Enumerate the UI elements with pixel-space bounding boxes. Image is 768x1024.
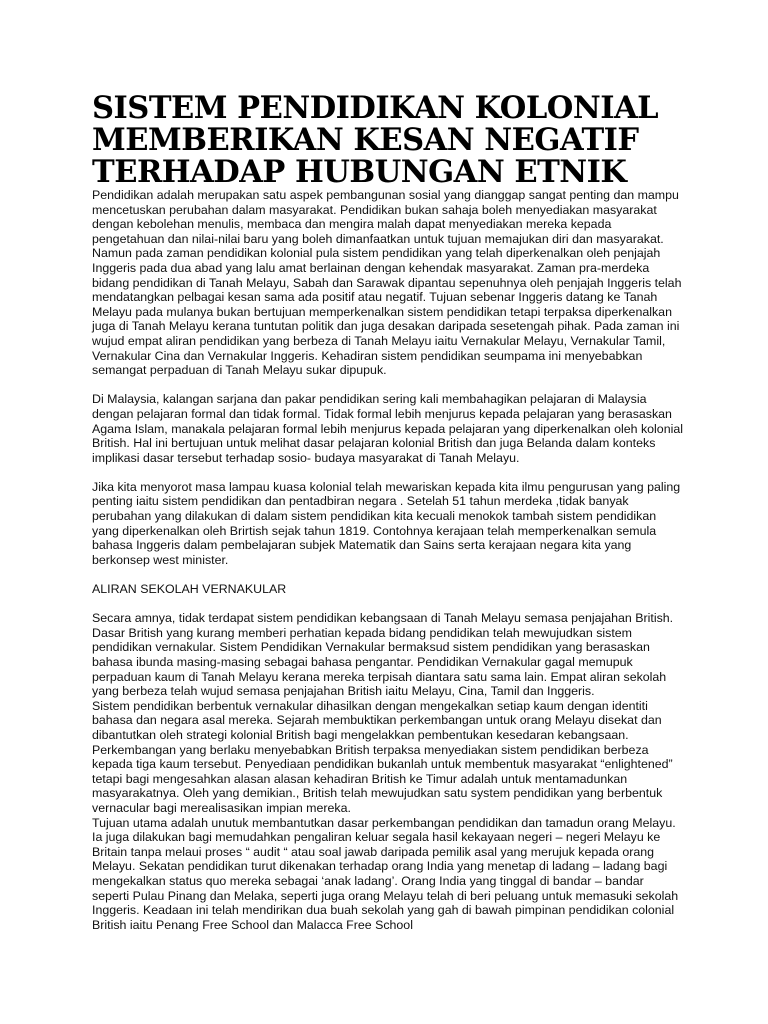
paragraph-spacer (92, 378, 684, 393)
paragraph-spacer (92, 567, 684, 582)
paragraph-vernacular-identity: Sistem pendidikan berbentuk vernakular dihasilkan dengan mengekalkan setiap kaum dengan identiti bahasa dan negara asal mereka. Sejarah membuktikan perkembangan untuk orang Melayu disekat dan dibantutkan oleh strategi kolonial British bagi mengelakkan pembentukan kesedaran kebangsaan. Perkembangan yang berlaku menyebabkan British terpaksa menyediakan sistem pendidikan berbeza kepada tiga kaum tersebut. Penyediaan pendidikan bukanlah untuk membentuk masyarakat “enlightened” tetapi bagi mengesahkan alasan alasan kehadiran British ke Timur adalah untuk mentamadunkan masyarakatnya. Oleh yang demikian., British telah mewujudkan satu system pendidikan yang berbentuk vernacular bagi merealisasikan impian mereka. (92, 698, 673, 815)
paragraph-colonial-legacy: Jika kita menyorot masa lampau kuasa kolonial telah mewariskan kepada kita ilmu pengurusan yang paling penting iaitu sistem pendidikan dan pentadbiran negara . Setelah 51 tahun merdeka ,tidak banyak perubahan yang dilakukan di dalam sistem pendidikan kita kecuali menokok tambah sistem pendidikan yang diperkenalkan oleh Brirtish sejak tahun 1819. Contohnya kerajaan telah memperkenalkan semula bahasa Inggeris dalam pembelajaran subjek Matematik dan Sains serta kerajaan negara kita yang berkonsep west minister. (92, 479, 681, 567)
paragraph-spacer (92, 465, 684, 480)
paragraph-intro: Pendidikan adalah merupakan satu aspek pembangunan sosial yang dianggap sangat penting dan mampu mencetuskan perubahan dalam masyarakat. Pendidikan bukan sahaja boleh menyediakan masyarakat dengan kebolehan menulis, membaca dan mengira malah dapat menyediakan mereka kepada pengetahuan dan nilai-nilai baru yang boleh dimanfaatkan untuk tujuan memajukan diri dan masyarakat. Namun pada zaman pendidikan kolonial pula sistem pendidikan yang telah diperkenalkan oleh penjajah Inggeris pada dua abad yang lalu amat berlainan dengan kehendak masyarakat. Zaman pra-merdeka bidang pendidikan di Tanah Melayu, Sabah dan Sarawak dipantau sepenuhnya oleh penjajah Inggeris telah mendatangkan pelbagai kesan sama ada positif atau negatif. Tujuan sebenar Inggeris datang ke Tanah Melayu pada mulanya bukan bertujuan memperkenalkan sistem pendidikan tetapi terpaksa diperkenalkan juga di Tanah Melayu kerana tuntutan politik dan juga desakan daripada sesetengah pihak. Pada zaman ini wujud empat aliran pendidikan yang berbeza di Tanah Melayu iaitu Vernakular Melayu, Vernakular Tamil, Vernakular Cina dan Vernakular Inggeris. Kehadiran sistem pendidikan seumpama ini menyebabkan semangat perpaduan di Tanah Melayu sukar dipupuk. (92, 188, 682, 378)
paragraph-spacer (92, 597, 684, 612)
paragraph-vernacular-overview: Secara amnya, tidak terdapat sistem pendidikan kebangsaan di Tanah Melayu semasa penjajahan British. Dasar British yang kurang memberi perhatian kepada bidang pendidikan telah mewujudkan sistem pendidikan vernakular. Sistem Pendidikan Vernakular bermaksud sistem pendidikan yang berasaskan bahasa ibunda masing-masing sebagai bahasa pengantar. Pendidikan Vernakular gagal memupuk perpaduan kaum di Tanah Melayu kerana mereka terpisah diantara satu sama lain. Empat aliran sekolah yang berbeza telah wujud semasa penjajahan British iaitu Melayu, Cina, Tamil dan Inggeris. (92, 611, 674, 699)
document-page (92, 92, 684, 932)
document-title: SISTEM PENDIDIKAN KOLONIAL MEMBERIKAN KESAN NEGATIF TERHADAP HUBUNGAN ETNIK (92, 90, 659, 190)
paragraph-vernacular-purpose: Tujuan utama adalah unutuk membantutkan dasar perkembangan pendidikan dan tamadun orang Melayu. Ia juga dilakukan bagi memudahkan pengaliran keluar segala hasil kekayaan negeri – negeri Melayu ke Britain tanpa melaui proses “ audit “ atau soal jawab daripada pemilik asal yang merujuk kepada orang Melayu. Sekatan pendidikan turut dikenakan terhadap orang India yang menetap di ladang – ladang bagi mengekalkan status quo mereka sebagai ‘anak ladang’. Orang India yang tinggal di bandar – bandar seperti Pulau Pinang dan Melaka, seperti juga orang Melayu telah di beri peluang untuk memasuki sekolah Inggeris. Keadaan ini telah mendirikan dua buah sekolah yang gah di bawah pimpinan pendidikan colonial British iaitu Penang Free School dan Malacca Free School (92, 815, 679, 932)
paragraph-malaysia-education: Di Malaysia, kalangan sarjana dan pakar pendidikan sering kali membahagikan pelajaran di Malaysia dengan pelajaran formal dan tidak formal. Tidak formal lebih menjurus kepada pelajaran yang berasaskan Agama Islam, manakala pelajaran formal lebih menjurus kepada pelajaran yang diperkenalkan oleh kolonial British. Hal ini bertujuan untuk melihat dasar pelajaran kolonial British dan juga Belanda dalam konteks implikasi dasar tersebut terhadap sosio- budaya masyarakat di Tanah Melayu. (92, 392, 683, 465)
section-heading-vernacular: ALIRAN SEKOLAH VERNAKULAR (92, 582, 287, 597)
